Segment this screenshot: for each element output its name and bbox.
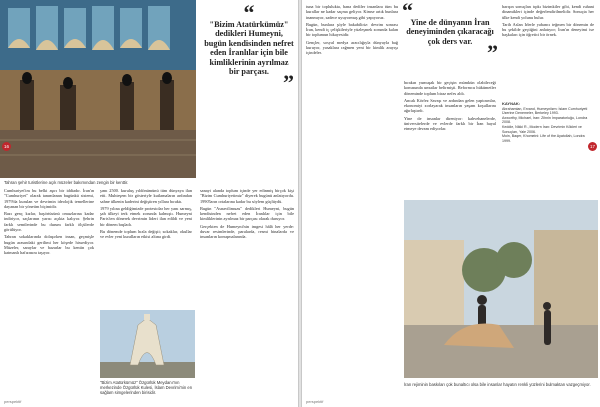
source-item: Axworthy, Michael, İran: Zihnin İmparatorluğu, Londra 2008. — [502, 115, 588, 125]
left-pullquote — [204, 0, 294, 96]
paragraph: Bu dönemde toplum hızla değişti; sokaklar, okullar ve evler yeni kuralların etkisi altına girdi. — [100, 229, 192, 240]
paragraph: Bugün, bunlara şöyle bakabiliriz: devrim sonrası İran, kendi iç çelişkileriyle yüzleşmek zorunda kalan bir toplumun hikayesidir. — [306, 21, 398, 38]
source-item: Moin, Baqer, Khomeini: Life of the Ayatollah, Londra 1999. — [502, 134, 585, 143]
open-quote-mark: “ — [402, 0, 413, 23]
azadi-tower-photo — [100, 310, 195, 378]
source-item: Keddie, Nikki R., Modern İran: Devrimin Kökleri ve Sonuçları, Yale 2006. — [502, 124, 582, 134]
right-pullquote — [402, 0, 498, 66]
paragraph: barışın sonuçları tıpkı bizimkiler gibi, kendi ruhani dinamikleri içinde değerlendirilmelidir. Sonuçta her ülke kendi yolunu bulur. — [502, 4, 594, 20]
right-page — [302, 0, 600, 407]
left-column-3 — [200, 188, 294, 393]
left-column-2 — [100, 188, 192, 308]
left-bottom-caption: "Bizim Atatürkümüz" Özgürlük Meydanı'nın merkezinde Özgürlük Kulesi, İslam Devrimi'nin en sağlam simgelerinden birisidir. — [100, 380, 193, 395]
paragraph: Cumhuriyet'im bu belki aşırı bir iddiadır. İran'ın "Cumhuriyet" olarak tanımlanan bugünkü sistemi, 1979'da kurulan ve devrimin ideolojik temellerine dayanan bir yönetim biçimidir. — [4, 188, 94, 209]
palace-interior-image — [0, 0, 196, 178]
street-scene-image — [404, 200, 598, 378]
paragraph: sanayi alanda toplum içinde yer edinmiş birçok kişi "Bizim Cumhuriyetimiz" diyerek bugünü anlatıyordu. 1990'ların ortalarına kadar bu söylem güçlüydü. — [200, 188, 294, 204]
paragraph: Tahran sokaklarında dolaşırken insan, geçmişle bugün arasındaki gerilimi her köşede hissediyor. Müzeler, saraylar ve bazarlar bu kentin çok katmanlı hafızasını taşıyor. — [4, 234, 94, 256]
source-item: Abrahamian, Ervand, Humeyniizm: İslam Cumhuriyeti Üzerine Denemeler, Berkeley 1993. — [502, 106, 588, 116]
paragraph: bırakın yumuşak bir geçişin mümkün olabileceği konusunda umutlar belirmişti. Reformcu hükümetler döneminde toplum biraz nefes aldı. — [404, 80, 496, 96]
right-pullquote-text: Yine de dünyanın İran deneyiminden çıkaracağı çok ders var. — [406, 18, 494, 46]
left-page — [0, 0, 298, 407]
left-footer-label: perspektif — [4, 399, 22, 404]
right-page-number: 17 — [589, 144, 595, 149]
left-column-1 — [4, 188, 94, 393]
street-scene-photo — [404, 200, 598, 378]
left-photo-caption: Tahran şehir turistlerine açık müzeler bakımından zengin bir kenttir. — [4, 180, 129, 185]
right-footer-label: perspektif — [306, 399, 324, 404]
right-column-3 — [502, 4, 594, 99]
paragraph: 1979 yılına geldiğimizde protestolar her yanı sarmış, şah ülkeyi terk etmek zorunda kalmıştı. Humeyni Paris'ten dönerek devrimin lideri ilan edildi ve yeni bir dönem başladı. — [100, 205, 192, 227]
paragraph: Yine de insanlar direniyor: kahvehanelerde, üniversitelerde ve evlerde farklı bir İran hayal etmeye devam ediyorlar. — [404, 115, 496, 132]
paragraph: şımı 2500. kuruluş yıldönümünü tüm dünyaya ilan etti. Muhteşem bir gösteriyle kutlamaların ardından sahne ülkenin kaderini değiştiren yıllara bıraktı. — [100, 188, 192, 204]
azadi-tower-image — [100, 310, 195, 378]
paragraph: Bugün "Asnavilimuzu" dedikleri Humeyni, bugün kendisinden nefret eden İranlılar için bile kimliklerinin ayrılmaz bir parçası olarak duruyor. — [200, 205, 294, 222]
paragraph: Gençler, sosyal medya aracılığıyla dünyayla bağ kuruyor, yasaklara rağmen yeni bir kimlik arayışı içindeler. — [306, 39, 398, 56]
left-pullquote-text: "Bizim Atatürkümüz" dedikleri Humeyni, bugün kendisinden nefret eden İranlılar için bile kimliklerinin ayrılmaz bir parçası. — [204, 20, 294, 77]
left-page-number: 16 — [3, 144, 9, 149]
paragraph: Ancak Körfez Savaşı ve ardından gelen yaptırımlar, ekonomiyi zorlayarak insanların yaşam koşullarını ağırlaştırdı. — [404, 97, 496, 114]
right-column-1 — [306, 4, 398, 394]
paragraph: Gerçekten de Humeyni'nin imgesi hâlâ her yerde: duvar resimlerinde, paralarda, resmi binalarda ve insanların konuşmalarında. — [200, 223, 294, 240]
sources-title: KAYNAK: — [502, 101, 521, 106]
close-quote-mark: ” — [283, 70, 294, 96]
sources-block — [502, 102, 594, 143]
right-bottom-caption: İran rejiminin baskıları çok bunaltıcı olsa bile insanlar hayatın renkli yüzlerini bulmaktan vazgeçmiyor. — [404, 382, 591, 387]
palace-interior-photo — [0, 0, 196, 178]
paragraph: Bazı genç kızlar, başörtüsünü omuzlarına kadar indiriyor, saçlarının yarısı açıkta kalıyor. Şehrin farklı semtlerinde bu durum farklı ölçülerde görülüyor. — [4, 211, 94, 233]
close-quote-mark: ” — [487, 40, 498, 66]
paragraph: Tarih Aslan Irlerle yabancı teğmen bir dönemin de bu şekilde geçtiğini anlatıyor; İran'ın deneyimi ise başkaları için öğretici bir örnek. — [502, 21, 594, 38]
open-quote-mark: “ — [243, 0, 255, 25]
paragraph: tuna bir toplulukta, bana dediler insanlara tüm bu kurallar ne kadar saçma geliyor. Kimse artık bunlara inanmıyor, sadece uyuyormuş gibi yapıyoruz. — [306, 4, 398, 20]
